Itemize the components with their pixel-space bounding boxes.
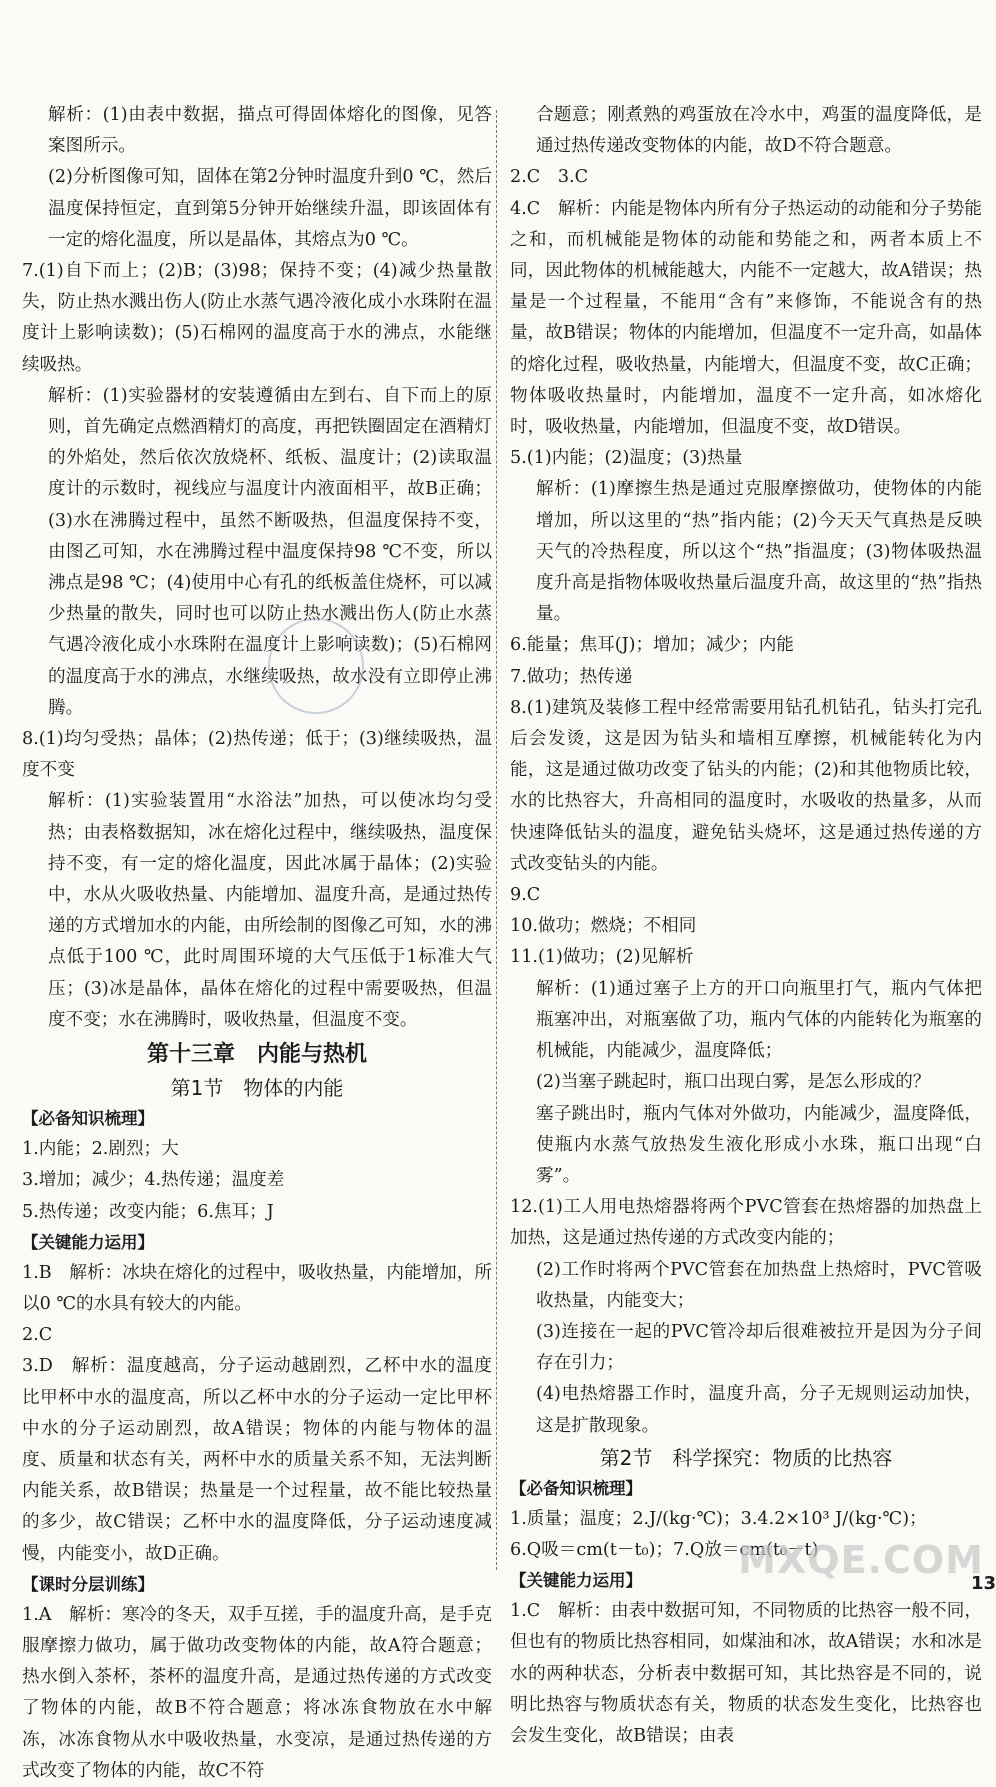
explanation-paragraph: 解析：(1)实验器材的安装遵循由左到右、自下而上的原则，首先确定点燃酒精灯的高度，再把铁圈固定在酒精灯的外焰处，然后依次放烧杯、纸板、温度计；(2)读取温度计的示数时，视线应与温度计内液面相平，故B正确；(3)水在沸腾过程中，虽然不断吸热，但温度保持不变，由图乙可知，水在沸腾过程中温度保持98 ℃不变，所以沸点是98 ℃；(4)使用中心有孔的纸板盖住烧杯，可以减少热量的散失，同时也可以防止热水溅出伤人(防止水蒸气遇冷液化成小水珠附在温度计上影响读数)；(5)石棉网的温度高于水的沸点，水继续吸热，故水没有立即停止沸腾。: [48, 385, 492, 718]
answer-item: 10.做功；燃烧；不相同: [510, 916, 697, 937]
answer-item: 1.A 解析：寒冷的冬天，双手互搓，手的温度升高，是手克服摩擦力做功，属于做功改变物体的内能，故A符合题意；热水倒入茶杯，茶杯的温度升高，是通过热传递的方式改变了物体的内能，故B不符合题意；将冰冻食物放在水中解冻，冰冻食物从水中吸收热量，水变凉，是通过热传递的方式改变了物体的内能，故C不符: [22, 1604, 492, 1781]
explanation-paragraph: 解析：(1)由表中数据，描点可得固体熔化的图像，见答案图所示。: [48, 105, 492, 157]
section-heading: 【必备知识梳理】: [22, 1109, 154, 1129]
answer-item: 3.D 解析：温度越高，分子运动越剧烈，乙杯中水的温度比甲杯中水的温度高，所以乙杯中水的分子运动一定比甲杯中水的分子运动剧烈，故A错误；物体的内能与物体的温度、质量和状态有关，两杯中水的质量关系不知，无法判断内能关系，故B错误；热量是一个过程量，故不能比较热量的多少，故C错误；乙杯中水的温度降低，分子运动速度减慢，内能变小，故D正确。: [22, 1356, 492, 1564]
column-divider: [496, 110, 497, 1570]
watermark: MXQE.COM: [738, 1538, 984, 1582]
answer-item: 6.能量；焦耳(J)；增加；减少；内能: [510, 635, 794, 656]
answer-item: 2.C 3.C: [510, 167, 589, 188]
answer-item: 1.C 解析：由表中数据可知，不同物质的比热容一般不同，但也有的物质比热容相同，如煤油和冰，故A错误；水和冰是水的两种状态，分析表中数据可知，其比热容是不同的，说明比热容与物质状态有关，物质的状态发生变化，比热容也会发生变化，故B错误；由表: [510, 1601, 982, 1746]
explanation-paragraph: (2)工作时将两个PVC管套在加热盘上热熔时，PVC管吸收热量，内能变大；: [536, 1259, 982, 1311]
right-column: [510, 100, 982, 1752]
section-heading: 【关键能力运用】: [510, 1571, 642, 1591]
explanation-paragraph: 解析：(1)实验装置用“水浴法”加热，可以使冰均匀受热；由表格数据知，冰在熔化过程中，继续吸热，温度保持不变，有一定的熔化温度，因此冰属于晶体；(2)实验中，水从火吸收热量、内能增加、温度升高，是通过热传递的方式增加水的内能，由所绘制的图像乙可知，水的沸点低于100 ℃，此时周围环境的大气压低于1标准大气压；(3)冰是晶体，晶体在熔化的过程中需要吸热，但温度不变；水在沸腾时，吸收热量，但温度不变。: [48, 791, 492, 1030]
answer-item: 9.C: [510, 885, 541, 906]
section-title: 第2节 科学探究：物质的比热容: [599, 1445, 893, 1470]
explanation-paragraph: 解析：(1)摩擦生热是通过克服摩擦做功，使物体的内能增加，所以这里的“热”指内能；(2)今天天气真热是反映天气的冷热程度，所以这个“热”指温度；(3)物体吸热温度升高是指物体吸收热量后温度升高，故这里的“热”指热量。: [536, 479, 982, 625]
ink-stamp: [268, 618, 364, 714]
chapter-title: 第十三章 内能与热机: [146, 1042, 367, 1068]
answer-item: 8.(1)建筑及装修工程中经常需要用钻孔机钻孔，钻头打完孔后会发烫，这是因为钻头和墙相互摩擦，机械能转化为内能，这是通过做功改变了钻头的内能；(2)和其他物质比较，水的比热容大，升高相同的温度时，水吸收的热量多，从而快速降低钻头的温度，避免钻头烧坏，这是通过热传递的方式改变钻头的内能。: [510, 697, 982, 874]
answer-item: 2.C: [22, 1325, 53, 1346]
answer-item: 7.(1)自下而上；(2)B；(3)98；保持不变；(4)减少热量散失，防止热水溅出伤人(防止水蒸气遇冷液化成小水珠附在温度计上影响读数)；(5)石棉网的温度高于水的沸点，水能继续吸热。: [22, 261, 492, 375]
answer-item: 8.(1)均匀受热；晶体；(2)热传递；低于；(3)继续吸热，温度不变: [22, 729, 492, 781]
section-heading: 【必备知识梳理】: [510, 1478, 642, 1498]
answer-item: 1.内能；2.剧烈；大: [22, 1139, 179, 1160]
answer-item: 6.Q吸＝cm(t－t₀)；7.Q放＝cm(t₀－t): [510, 1539, 819, 1560]
section-heading: 【关键能力运用】: [22, 1232, 154, 1252]
answer-item: 12.(1)工人用电热熔器将两个PVC管套在热熔器的加热盘上加热，这是通过热传递的方式改变内能的；: [510, 1197, 982, 1249]
answer-item: 5.(1)内能；(2)温度；(3)热量: [510, 448, 743, 469]
answer-item: 3.增加；减少；4.热传递；温度差: [22, 1170, 285, 1191]
answer-item: 5.热传递；改变内能；6.焦耳；J: [22, 1201, 274, 1222]
explanation-paragraph: 合题意；刚煮熟的鸡蛋放在冷水中，鸡蛋的温度降低，是通过热传递改变物体的内能，故D不符合题意。: [536, 105, 982, 157]
section-heading: 【课时分层训练】: [22, 1574, 154, 1594]
explanation-paragraph: (3)连接在一起的PVC管冷却后很难被拉开是因为分子间存在引力；: [536, 1321, 982, 1374]
answer-item: 1.质量；温度；2.J/(kg·℃)；3.4.2×10³ J/(kg·℃)；: [510, 1508, 927, 1529]
left-column: [22, 100, 492, 1787]
section-title: 第1节 物体的内能: [170, 1076, 344, 1101]
explanation-paragraph: (2)分析图像可知，固体在第2分钟时温度升到0 ℃，然后温度保持恒定，直到第5分钟开始继续升温，即该固体有一定的熔化温度，所以是晶体，其熔点为0 ℃。: [48, 167, 492, 250]
answer-item: 11.(1)做功；(2)见解析: [510, 947, 694, 968]
explanation-paragraph: 解析：(1)通过塞子上方的开口向瓶里打气，瓶内气体把瓶塞冲出，对瓶塞做了功，瓶内气体的内能转化为瓶塞的机械能，内能减少，温度降低；: [536, 978, 982, 1062]
answer-item: 4.C 解析：内能是物体内所有分子热运动的动能和分子势能之和，而机械能是物体的动能和势能之和，两者本质上不同，因此物体的机械能越大，内能不一定越大，故A错误；热量是一个过程量，不能用“含有”来修饰，不能说含有的热量，故B错误；物体的内能增加，但温度不一定升高，如晶体的熔化过程，吸收热量，内能增大，但温度不变，故C正确；物体吸收热量时，内能增加，温度不一定升高，如冰熔化时，吸收热量，内能增加，但温度不变，故D错误。: [510, 198, 982, 438]
explanation-paragraph: (2)当塞子跳起时，瓶口出现白雾，是怎么形成的？: [536, 1072, 931, 1093]
answer-item: 1.B 解析：冰块在熔化的过程中，吸收热量，内能增加，所以0 ℃的水具有较大的内能。: [22, 1262, 492, 1314]
explanation-paragraph: 塞子跳出时，瓶内气体对外做功，内能减少，温度降低，使瓶内水蒸气放热发生液化形成小水珠，瓶口出现“白雾”。: [536, 1103, 982, 1186]
answer-item: 7.做功；热传递: [510, 666, 633, 687]
page-number: 13: [970, 1573, 996, 1594]
explanation-paragraph: (4)电热熔器工作时，温度升高，分子无规则运动加快，这是扩散现象。: [536, 1384, 982, 1436]
